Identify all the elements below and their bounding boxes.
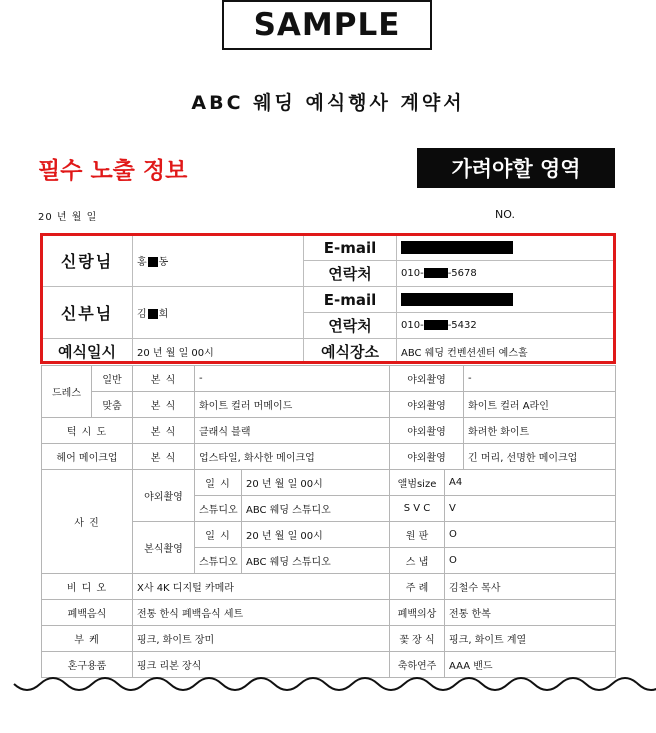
- outdoor-datetime-value: 20 년 월 일 00시: [242, 470, 390, 496]
- dress-general-label: 일반: [92, 366, 133, 392]
- service-details-table: [41, 365, 616, 678]
- original-value: O: [445, 522, 616, 548]
- officiant-label: 주 례: [390, 574, 445, 600]
- bride-email-label: E-mail: [304, 287, 397, 313]
- svc-value: V: [445, 496, 616, 522]
- redaction-block: [148, 257, 158, 267]
- bride-name: 김 희: [133, 287, 304, 339]
- video-label: 비 디 오: [42, 574, 133, 600]
- tuxedo-label: 턱 시 도: [42, 418, 133, 444]
- sample-stamp: SAMPLE: [222, 0, 432, 50]
- officiant-value: 김철수 목사: [445, 574, 616, 600]
- album-size-label: 앨범size: [390, 470, 445, 496]
- hair-outdoor-label: 야외촬영: [390, 444, 464, 470]
- redaction-block: [424, 268, 448, 278]
- redaction-block: [401, 293, 513, 306]
- groom-email-value: [397, 235, 616, 261]
- dress-outdoor-value: -: [464, 366, 616, 392]
- dress-main-label: 본 식: [133, 366, 195, 392]
- ceremony-time-value: 20 년 월 일 00시: [133, 339, 304, 364]
- original-label: 원 판: [390, 522, 445, 548]
- bride-contact-label: 연락처: [304, 313, 397, 339]
- main-datetime-label: 일 시: [195, 522, 242, 548]
- pyebaek-food-label: 폐백음식: [42, 600, 133, 626]
- document-title: ABC 웨딩 예식행사 계약서: [191, 92, 465, 114]
- outdoor-shoot-label: 야외촬영: [133, 470, 195, 522]
- tuxedo-main-value: 클래식 블랙: [195, 418, 390, 444]
- pyebaek-outfit-label: 폐백의상: [390, 600, 445, 626]
- groom-name: 홍 동: [133, 235, 304, 287]
- hidden-area-label: 가려야할 영역: [417, 148, 615, 188]
- contract-date: 20 년 월 일: [38, 212, 98, 223]
- dress-custom-main-label: 본 식: [133, 392, 195, 418]
- bride-email-value: [397, 287, 616, 313]
- svc-label: S V C: [390, 496, 445, 522]
- outdoor-studio-label: 스튜디오: [195, 496, 242, 522]
- hair-main-label: 본 식: [133, 444, 195, 470]
- main-datetime-value: 20 년 월 일 00시: [242, 522, 390, 548]
- main-shoot-label: 본식촬영: [133, 522, 195, 574]
- dress-custom-outdoor-label: 야외촬영: [390, 392, 464, 418]
- album-size-value: A4: [445, 470, 616, 496]
- required-info-label: 필수 노출 정보: [38, 158, 188, 184]
- groom-contact-value: 010- -5678: [397, 261, 616, 287]
- pyebaek-outfit-value: 전통 한복: [445, 600, 616, 626]
- hair-main-value: 업스타일, 화사한 메이크업: [195, 444, 390, 470]
- wedding-items-value: 핑크 리본 장식: [133, 652, 390, 678]
- congrats-music-value: AAA 밴드: [445, 652, 616, 678]
- snap-label: 스 냅: [390, 548, 445, 574]
- bouquet-value: 핑크, 화이트 장미: [133, 626, 390, 652]
- photo-label: 사 진: [42, 470, 133, 574]
- hair-outdoor-value: 긴 머리, 선명한 메이크업: [464, 444, 616, 470]
- outdoor-studio-value: ABC 웨딩 스튜디오: [242, 496, 390, 522]
- tuxedo-outdoor-label: 야외촬영: [390, 418, 464, 444]
- flower-decoration-value: 핑크, 화이트 계열: [445, 626, 616, 652]
- pyebaek-food-value: 전통 한식 폐백음식 세트: [133, 600, 390, 626]
- redaction-block: [424, 320, 448, 330]
- wedding-items-label: 혼구용품: [42, 652, 133, 678]
- dress-main-value: -: [195, 366, 390, 392]
- contract-number-label: NO.: [495, 208, 515, 221]
- dress-custom-main-value: 화이트 컬러 머메이드: [195, 392, 390, 418]
- groom-label: 신랑님: [42, 235, 133, 287]
- couple-info-table: [41, 234, 616, 364]
- redaction-block: [401, 241, 513, 254]
- dress-custom-label: 맞춤: [92, 392, 133, 418]
- snap-value: O: [445, 548, 616, 574]
- bride-label: 신부님: [42, 287, 133, 339]
- outdoor-datetime-label: 일 시: [195, 470, 242, 496]
- dress-outdoor-label: 야외촬영: [390, 366, 464, 392]
- main-studio-label: 스튜디오: [195, 548, 242, 574]
- dress-custom-outdoor-value: 화이트 컬러 A라인: [464, 392, 616, 418]
- flower-decoration-label: 꽃 장 식: [390, 626, 445, 652]
- bouquet-label: 부 케: [42, 626, 133, 652]
- groom-email-label: E-mail: [304, 235, 397, 261]
- congrats-music-label: 축하연주: [390, 652, 445, 678]
- tuxedo-main-label: 본 식: [133, 418, 195, 444]
- hair-makeup-label: 헤어 메이크업: [42, 444, 133, 470]
- ceremony-time-label: 예식일시: [42, 339, 133, 364]
- torn-edge-wave: [0, 670, 656, 706]
- tuxedo-outdoor-value: 화려한 화이트: [464, 418, 616, 444]
- dress-label: 드레스: [42, 366, 92, 418]
- ceremony-place-label: 예식장소: [304, 339, 397, 364]
- groom-contact-label: 연락처: [304, 261, 397, 287]
- main-studio-value: ABC 웨딩 스튜디오: [242, 548, 390, 574]
- bride-contact-value: 010- -5432: [397, 313, 616, 339]
- video-value: X사 4K 디지털 카메라: [133, 574, 390, 600]
- ceremony-place-value: ABC 웨딩 컨벤션센터 예스홀: [397, 339, 616, 364]
- redaction-block: [148, 309, 158, 319]
